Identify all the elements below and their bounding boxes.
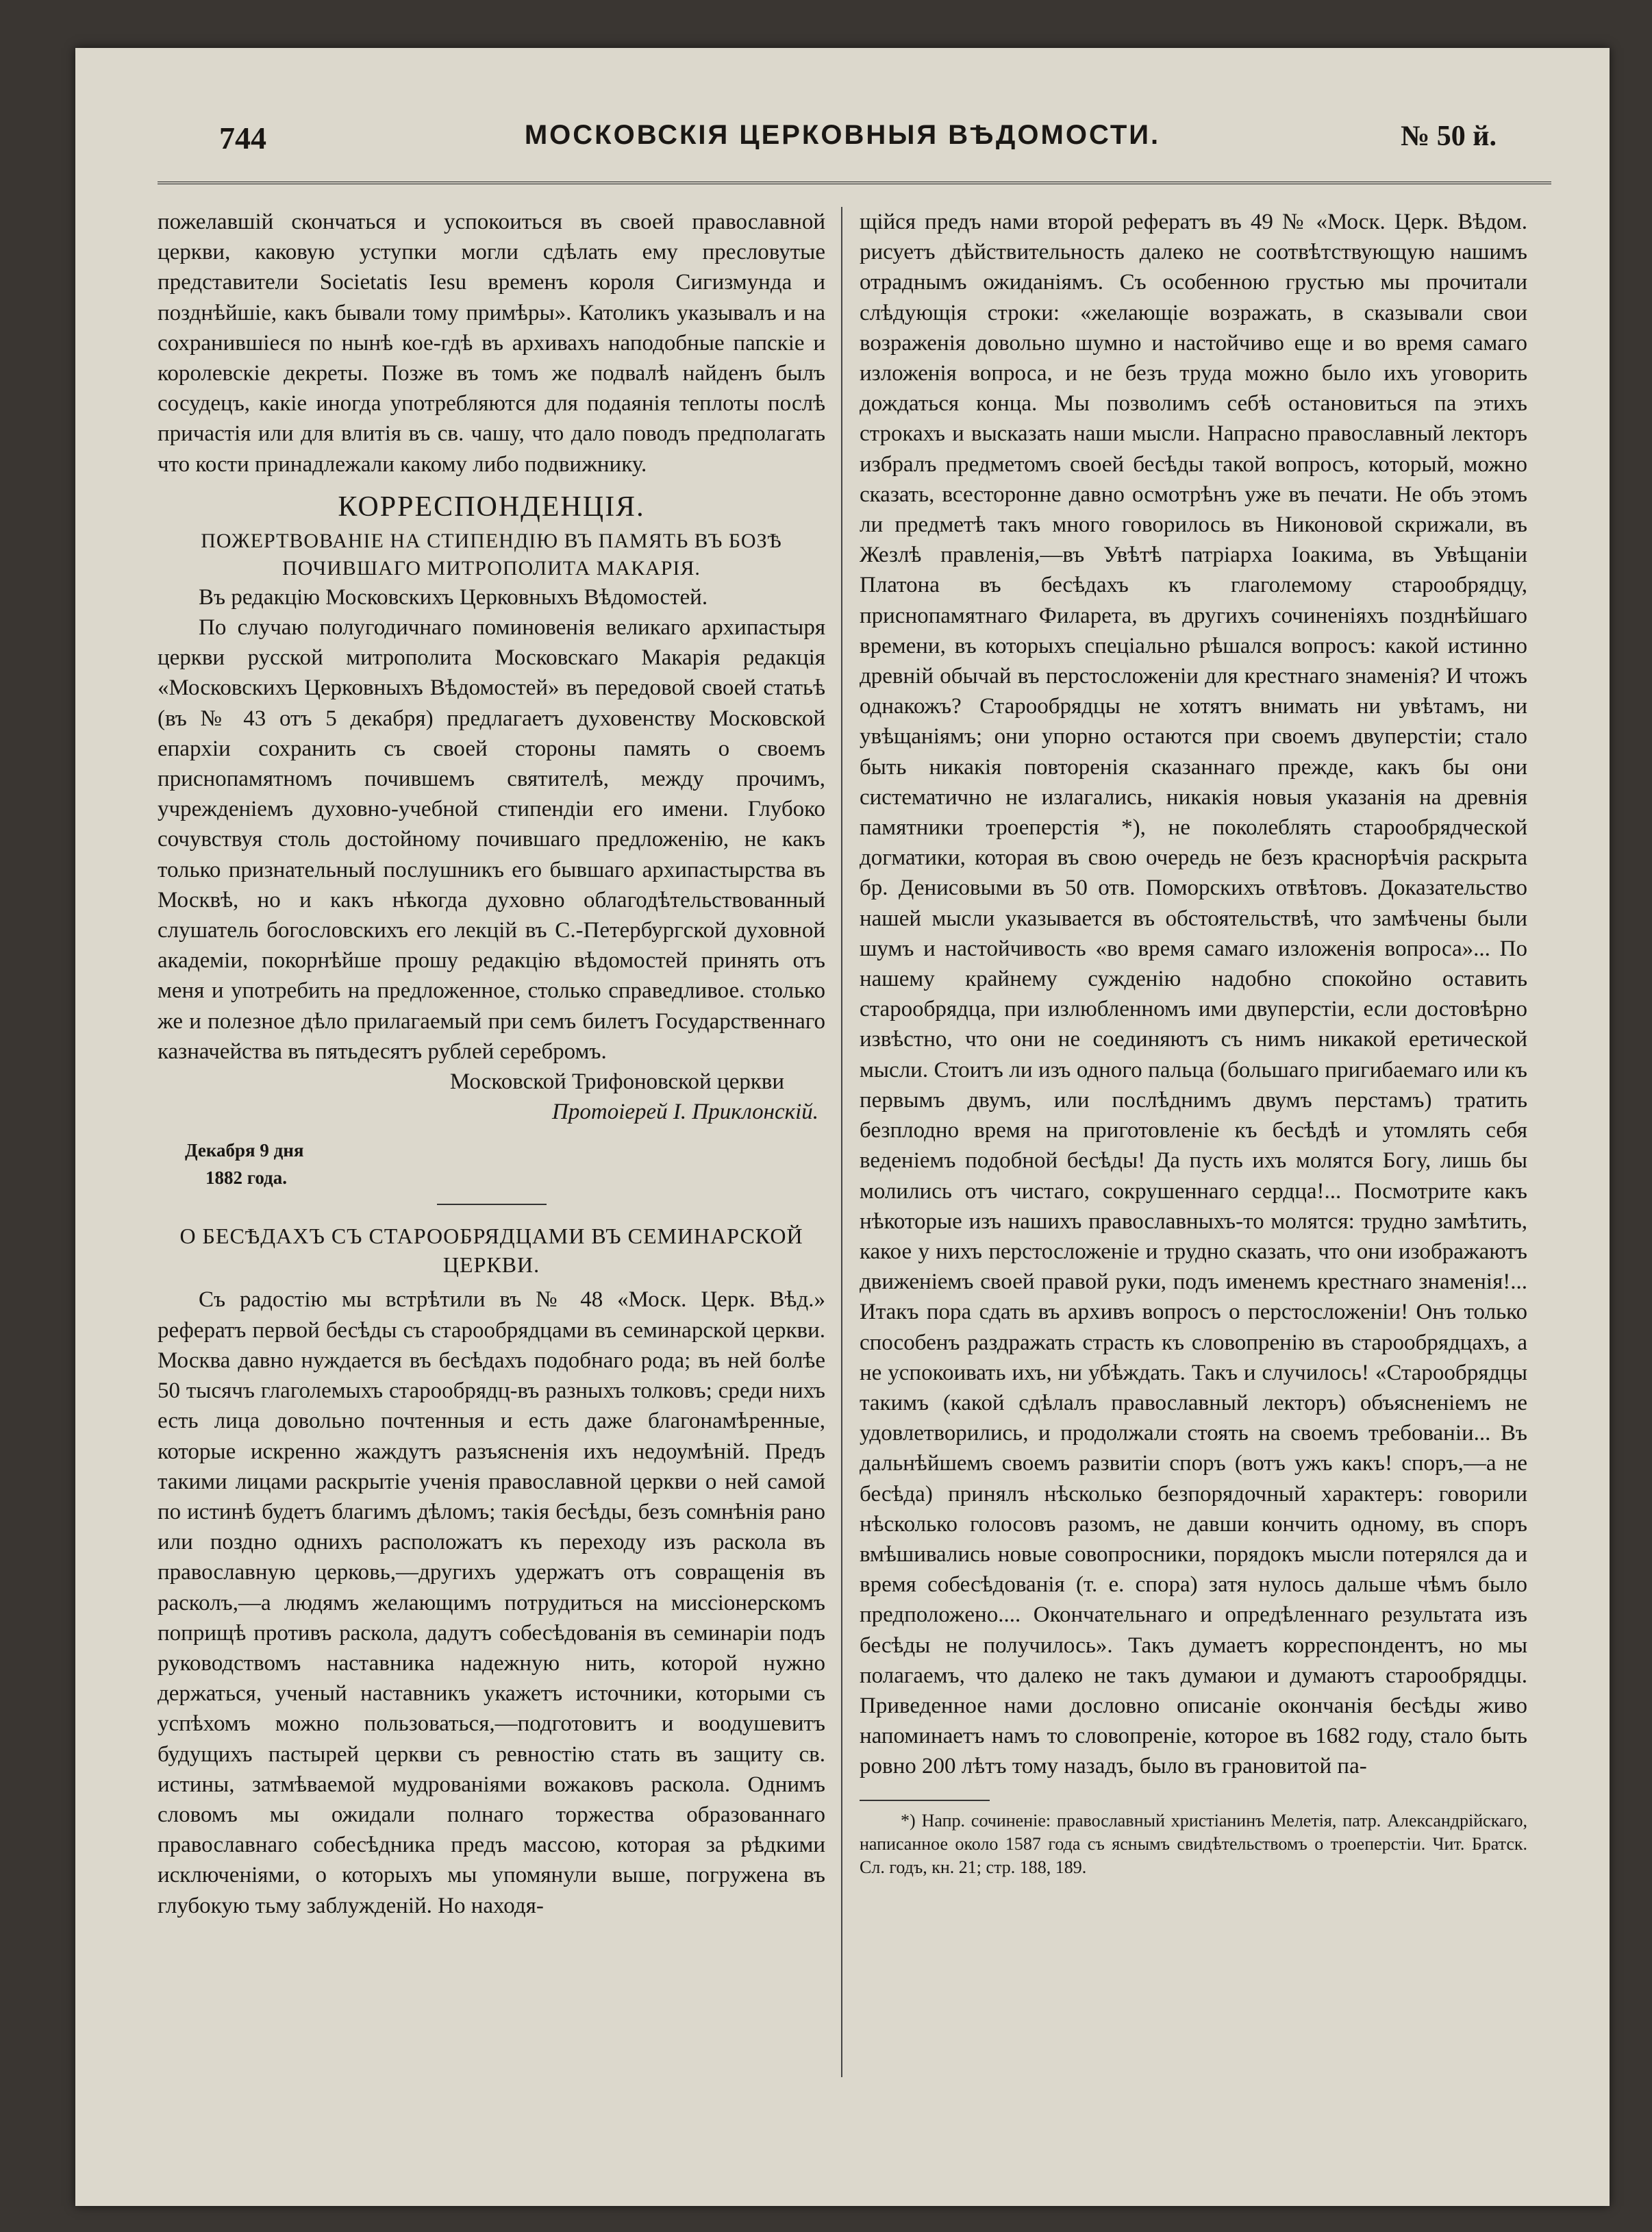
footnote: *) Напр. сочиненіе: православный христіанинъ Мелетія, патр. Александрійскаго, написанное около 1587 года съ яснымъ свидѣтельствомъ о троеперстіи. Чит. Братск. Сл. годъ, кн. 21; стр. 188, 189. bbox=[860, 1810, 1527, 1877]
page-number: 744 bbox=[219, 121, 266, 156]
footnote-rule bbox=[860, 1800, 990, 1801]
date-line-1: Декабря 9 дня bbox=[185, 1140, 304, 1161]
signature-name: Протоіерей І. Приклонскій. bbox=[552, 1100, 818, 1125]
signature-church: Московской Трифоновской церкви bbox=[449, 1069, 784, 1095]
date-line-2: 1882 года. bbox=[205, 1167, 287, 1189]
issue-number: № 50 й. bbox=[1401, 121, 1497, 152]
right-column-paragraph: щійся предъ нами второй рефератъ въ 49 № «Моск. Церк. Вѣдом. рисуетъ дѣйствительность далеко не соотвѣтствующую нашимъ отраднымъ ожиданіямъ. Съ особенною грустью мы прочитали слѣдующія строки: «желающіе возражать, в сказывали свои возраженія довольно шумно и настойчиво еще и во время самаго изложенія вопроса, и не безъ труда можно было ихъ уговорить дождаться конца. Мы позволимъ себѣ остановиться па этихъ строкахъ и высказать наши мысли. Напрасно православный лекторъ избралъ предметомъ своей бесѣды такой вопросъ, который, можно сказать, всесторонне давно осмотрѣнъ уже въ печати. Не объ этомъ ли предметѣ такъ много говорилось въ Никоновой скрижали, въ Жезлѣ правленія,—въ Увѣтѣ патріарха Іоакима, въ Увѣщаніи Платона въ бесѣдахъ къ глаголемому старообрядцу, приснопамятнаго Филарета, въ другихъ сочиненіяхъ позднѣйшаго времени, въ которыхъ спеціально рѣшался вопросъ: какой истинно древній обычай въ перстосложеніи для крестнаго знаменія? И чтожъ однакожъ? Старообрядцы не хотятъ внимать ни увѣтамъ, ни увѣщаніямъ; они упорно остаются при своемъ двуперстіи; стало быть никакія повторенія сказаннаго прежде, какъ бы они систематично не излагались, никакія новыя указанія на древнія памятники троеперстія *), не поколеблять старообрядческой догматики, которая въ свою очередь не безъ краснорѣчія раскрыта бр. Денисовыми въ 50 отв. Поморскихъ отвѣтовъ. Доказательство нашей мысли указывается въ обстоятельствѣ, что замѣчены были шумъ и настойчивость «во время самаго изложенія вопроса»... По нашему крайнему сужденію надобно спокойно оставить старообрядца, при излюбленномъ ими двуперстіи, если достовѣрно извѣстно, что они не соединяютъ съ нимъ никакой еретической мысли. Стоитъ ли изъ одного пальца (большаго пригибаемаго или къ первымъ двумъ, или послѣднимъ двумъ перстамъ) тратить безплодно время на приготовленіе къ бесѣдѣ и утомлять себя веденіемъ подобной бесѣды! Да пусть ихъ молятся Богу, лишь бы молились отъ чистаго, сокрушеннаго сердца!... Посмотрите какъ нѣкоторые изъ нашихъ православныхъ-то молятся: трудно замѣтить, какое у нихъ перстосложеніе и трудно сказать, что они изображаютъ движеніемъ своей правой руки, подъ именемъ крестнаго знаменія!... Итакъ пора сдать въ архивъ вопросъ о перстосложеніи! Онъ только способенъ раздражать страсть къ словопренію въ старообрядцахъ, а не успокоивать ихъ, ни убѣждать. Такъ и случилось! «Старообрядцы такимъ (какой сдѣлалъ православный лекторъ) объясненіемъ не удовлетворились, и продолжали стоять на своемъ требованіи... Въ дальнѣйшемъ своемъ развитіи споръ (вотъ ужъ какъ! споръ,—а не бесѣда) принялъ нѣсколько безпорядочный характеръ: говорили нѣсколько голосовъ разомъ, не давши кончить одному, въ споръ вмѣшивались новые совопросники, порядокъ мысли потерялся да и время собесѣдованія (т. е. спора) затя нулось дальше чѣмъ было предположено.... Окончательнаго и опредѣленнаго результата изъ бесѣды не получилось». Такъ думаетъ корреспондентъ, но мы полагаемъ, что далеко не такъ думаюи и думаютъ старообрядцы. Приведенное нами дословно описаніе окончанія бесѣды живо напоминаетъ намъ то словопреніе, которое въ 1682 году, стало быть ровно 200 лѣтъ тому назадъ, было въ грановитой па- bbox=[860, 210, 1527, 1779]
letter-paragraph: По случаю полугодичнаго поминовенія великаго архипастыря церкви русской митрополита Московскаго Макарія редакція «Московскихъ Церковныхъ Вѣдомостей» въ передовой своей статьѣ (въ № 43 отъ 5 декабря) предлагаетъ духовенству Московской епархіи сохранить съ своей стороны память о своемъ приснопамятномъ почившемъ святителѣ, между прочимъ, учрежденіемъ духовно-учебной стипендіи его имени. Глубоко сочувствуя столь достойному почившаго предложенію, не какъ только признательный послушникъ его бывшаго архипастырства въ Москвѣ, но и какъ нѣкогда духовно облагодѣтельствованный слушатель богословскихъ его лекцій въ С.-Петербургской духовной академіи, покорнѣйше прошу редакцію вѣдомостей принять отъ меня и употребить на предложенное, столько справедливое. столько же и полезное дѣло прилагаемый при семъ билетъ Государственнаго казначейства въ пятьдесятъ рублей серебромъ. bbox=[158, 615, 825, 1064]
article-title: О БЕСѢДАХЪ СЪ СТАРООБРЯДЦАМИ ВЪ СЕМИНАРСКОЙ ЦЕРКВИ. bbox=[179, 1224, 803, 1278]
intro-paragraph: пожелавшій скончаться и успокоиться въ своей православной церкви, каковую уступки могли сдѣлать ему пресловутые представители Societatis Iesu временъ короля Сигизмунда и позднѣйшіе, какъ бывали тому примѣры». Католикъ указывалъ и на сохранившіеся по нынѣ кое-гдѣ въ архивахъ наподобные папскіе и королевскіе декреты. Позже въ томъ же подвалѣ найденъ былъ сосудецъ, какіе иногда употребляются для подаянія теплоты послѣ причастія или для влитія въ св. чашу, что дало поводъ предполагать что кости принадлежали какому либо подвижнику. bbox=[158, 210, 825, 477]
article-subtitle: ПОЖЕРТВОВАНІЕ НА СТИПЕНДІЮ ВЪ ПАМЯТЬ ВЪ БОЗѢ ПОЧИВШАГО МИТРОПОЛИТА МАКАРІЯ. bbox=[201, 529, 782, 580]
left-column bbox=[158, 207, 825, 1921]
newspaper-page bbox=[75, 48, 1610, 2206]
running-head bbox=[75, 120, 1610, 175]
addressee-line: Въ редакцію Московскихъ Церковныхъ Вѣдомостей. bbox=[199, 584, 708, 610]
article-paragraph: Съ радостію мы встрѣтили въ № 48 «Моск. Церк. Вѣд.» рефератъ первой бесѣды съ старообрядцами въ семинарской церкви. Москва давно нуждается въ бесѣдахъ подобнаго рода; въ ней болѣе 50 тысячъ глаголемыхъ старообрядц-въ разныхъ толковъ; среди нихъ есть лица довольно почтенныя и есть даже благонамѣренные, которые искренно жаждутъ разъясненія ихъ недоумѣній. Предъ такими лицами раскрытіе ученія православной церкви о ней самой по истинѣ будетъ благимъ дѣломъ; такія бесѣды, безъ сомнѣнія рано или поздно однихъ расположатъ къ переходу изъ раскола въ православную церковь,—другихъ удержатъ отъ совращенія въ расколъ,—а людямъ желающимъ потрудиться на миссіонерскомъ поприщѣ противъ раскола, дадутъ собесѣдованія въ семинаріи подъ руководствомъ наставника надежную нить, которой нужно держаться, ученый наставникъ укажетъ источники, которыми съ успѣхомъ можно пользоваться,—подготовитъ и воодушевитъ будущихъ пастырей церкви съ ревностію стать въ защиту св. истины, затмѣваемой мудрованіями вожаковъ раскола. Однимъ словомъ мы ожидали полнаго торжества образованнаго православнаго собесѣдника предъ массою, которая за рѣдкими исключеніями, о которыхъ мы упомянули выше, погружена въ глубокую тьму заблужденій. Но находя- bbox=[158, 1287, 825, 1918]
journal-title: МОСКОВСКІЯ ЦЕРКОВНЫЯ ВѢДОМОСТИ. bbox=[524, 120, 1161, 150]
section-divider bbox=[437, 1204, 547, 1205]
right-column bbox=[860, 207, 1527, 1879]
header-rule bbox=[158, 182, 1551, 188]
section-title: КОРРЕСПОНДЕНЦІЯ. bbox=[338, 491, 645, 523]
column-divider bbox=[841, 207, 842, 2077]
